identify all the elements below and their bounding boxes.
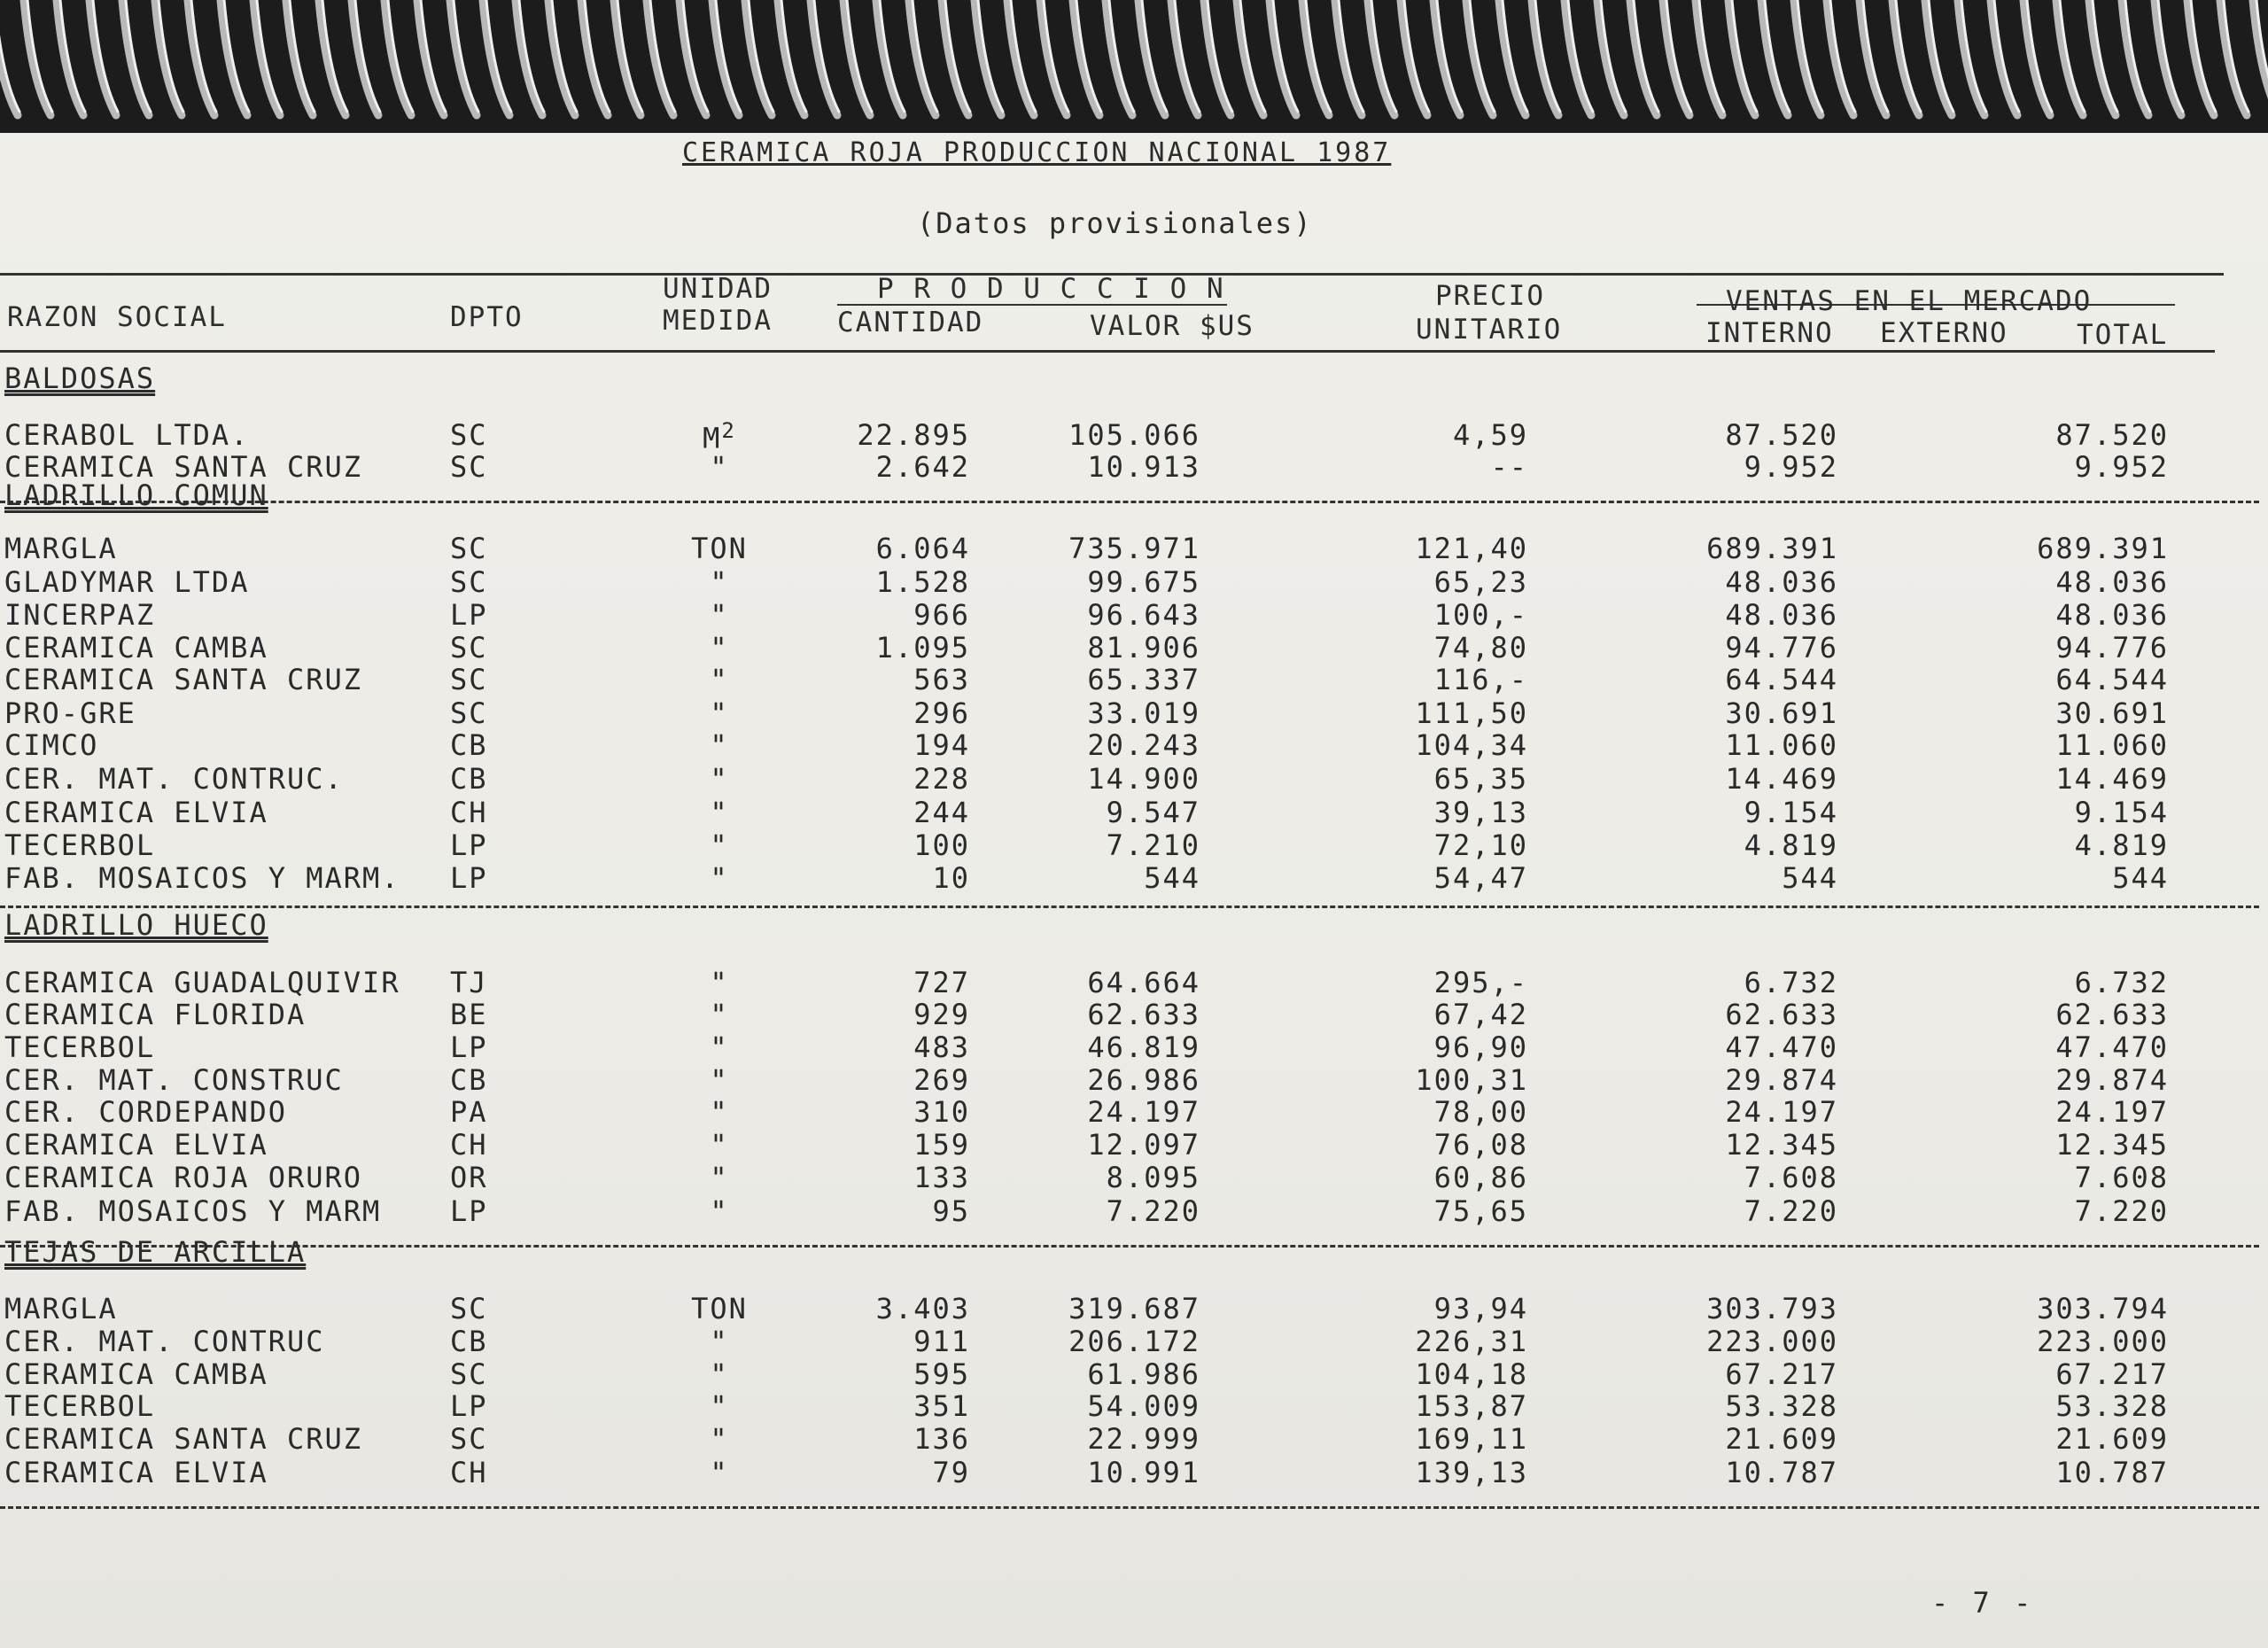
cell-name: CERAMICA CAMBA: [4, 1357, 268, 1391]
cell-interno: 7.608: [1744, 1161, 1838, 1194]
cell-value: 20.243: [1087, 728, 1200, 762]
cell-interno: 689.391: [1706, 532, 1838, 565]
unit-superscript: 2: [721, 418, 736, 443]
cell-unit: ": [710, 828, 729, 862]
cell-qty: 6.064: [875, 532, 970, 565]
cell-value: 7.220: [1106, 1194, 1200, 1228]
cell-qty: 3.403: [875, 1292, 970, 1325]
cell-name: FAB. MOSAICOS Y MARM.: [4, 861, 400, 895]
cell-unit: ": [710, 1456, 729, 1489]
cell-value: 62.633: [1087, 998, 1200, 1031]
section-separator: [0, 1245, 2259, 1248]
cell-total: 30.691: [2055, 696, 2169, 730]
cell-dpto: LP: [450, 1194, 488, 1228]
cell-price: 111,50: [1415, 696, 1528, 730]
section-separator: [0, 906, 2259, 908]
cell-interno: 29.874: [1725, 1063, 1838, 1097]
cell-dpto: LP: [450, 1030, 488, 1064]
cell-qty: 966: [913, 598, 970, 632]
cell-name: TECERBOL: [4, 1030, 156, 1064]
cell-price: 139,13: [1415, 1456, 1528, 1489]
cell-value: 544: [1144, 861, 1200, 895]
cell-name: FAB. MOSAICOS Y MARM: [4, 1194, 382, 1228]
cell-dpto: SC: [450, 450, 488, 484]
cell-price: 96,90: [1433, 1030, 1528, 1064]
cell-interno: 10.787: [1725, 1456, 1838, 1489]
cell-qty: 95: [932, 1194, 970, 1228]
cell-name: TECERBOL: [4, 828, 156, 862]
cell-unit: ": [710, 1128, 729, 1162]
cell-name: CERAMICA SANTA CRUZ: [4, 1422, 363, 1456]
cell-interno: 12.345: [1725, 1128, 1838, 1162]
section-separator: [0, 501, 2259, 503]
cell-qty: 244: [913, 796, 970, 829]
cell-interno: 53.328: [1725, 1389, 1838, 1423]
cell-interno: 94.776: [1725, 631, 1838, 665]
cell-name: CER. MAT. CONTRUC.: [4, 762, 344, 796]
cell-value: 319.687: [1068, 1292, 1200, 1325]
header-dpto: DPTO: [450, 301, 524, 333]
cell-value: 46.819: [1087, 1030, 1200, 1064]
cell-unit: ": [710, 762, 729, 796]
cell-unit: ": [710, 450, 729, 484]
cell-interno: 9.154: [1744, 796, 1838, 829]
cell-price: 39,13: [1433, 796, 1528, 829]
cell-price: 74,80: [1433, 631, 1528, 665]
cell-interno: 67.217: [1725, 1357, 1838, 1391]
cell-value: 105.066: [1068, 418, 1200, 452]
cell-qty: 22.895: [857, 418, 970, 452]
cell-total: 303.794: [2037, 1292, 2169, 1325]
header-medida: MEDIDA: [663, 305, 773, 337]
cell-name: PRO-GRE: [4, 696, 136, 730]
header-unidad: UNIDAD: [663, 273, 773, 305]
cell-total: 29.874: [2055, 1063, 2169, 1097]
cell-unit: ": [710, 1194, 729, 1228]
cell-value: 65.337: [1087, 663, 1200, 696]
cell-dpto: CH: [450, 1128, 488, 1162]
cell-total: 48.036: [2055, 598, 2169, 632]
cell-unit: ": [710, 1030, 729, 1064]
cell-name: CERAMICA ELVIA: [4, 796, 268, 829]
cell-value: 735.971: [1068, 532, 1200, 565]
cell-name: CERAMICA CAMBA: [4, 631, 268, 665]
cell-dpto: SC: [450, 1422, 488, 1456]
cell-unit: ": [710, 1063, 729, 1097]
cell-qty: 595: [913, 1357, 970, 1391]
cell-value: 24.197: [1087, 1095, 1200, 1129]
cell-unit: ": [710, 1422, 729, 1456]
cell-price: 78,00: [1433, 1095, 1528, 1129]
cell-unit: ": [710, 998, 729, 1031]
cell-interno: 24.197: [1725, 1095, 1838, 1129]
section-separator: [0, 1506, 2259, 1509]
cell-name: MARGLA: [4, 532, 118, 565]
cell-total: 62.633: [2055, 998, 2169, 1031]
cell-price: 75,65: [1433, 1194, 1528, 1228]
cell-value: 64.664: [1087, 966, 1200, 999]
cell-interno: 223.000: [1706, 1325, 1838, 1358]
cell-value: 61.986: [1087, 1357, 1200, 1391]
cell-dpto: CB: [450, 1063, 488, 1097]
cell-interno: 6.732: [1744, 966, 1838, 999]
cell-qty: 194: [913, 728, 970, 762]
cell-total: 9.952: [2074, 450, 2169, 484]
cell-qty: 136: [913, 1422, 970, 1456]
cell-unit: ": [710, 696, 729, 730]
cell-interno: 47.470: [1725, 1030, 1838, 1064]
cell-qty: 483: [913, 1030, 970, 1064]
cell-total: 12.345: [2055, 1128, 2169, 1162]
cell-qty: 159: [913, 1128, 970, 1162]
cell-interno: 4.819: [1744, 828, 1838, 862]
cell-qty: 929: [913, 998, 970, 1031]
cell-name: GLADYMAR LTDA: [4, 565, 250, 599]
cell-total: 10.787: [2055, 1456, 2169, 1489]
cell-interno: 21.609: [1725, 1422, 1838, 1456]
document-subtitle: (Datos provisionales): [917, 206, 1313, 240]
cell-price: 76,08: [1433, 1128, 1528, 1162]
cell-dpto: CH: [450, 796, 488, 829]
cell-total: 87.520: [2055, 418, 2169, 452]
cell-price: 72,10: [1433, 828, 1528, 862]
cell-price: 60,86: [1433, 1161, 1528, 1194]
cell-unit: ": [710, 796, 729, 829]
section-title: LADRILLO HUECO: [4, 908, 268, 942]
cell-total: 9.154: [2074, 796, 2169, 829]
cell-unit: ": [710, 1389, 729, 1423]
cell-qty: 1.095: [875, 631, 970, 665]
cell-name: MARGLA: [4, 1292, 118, 1325]
cell-unit: ": [710, 1325, 729, 1358]
document-title: CERAMICA ROJA PRODUCCION NACIONAL 1987: [682, 137, 1392, 168]
cell-value: 96.643: [1087, 598, 1200, 632]
cell-value: 14.900: [1087, 762, 1200, 796]
cell-unit: ": [710, 631, 729, 665]
cell-price: 226,31: [1415, 1325, 1528, 1358]
cell-dpto: LP: [450, 1389, 488, 1423]
cell-dpto: SC: [450, 696, 488, 730]
cell-name: CER. MAT. CONSTRUC: [4, 1063, 344, 1097]
cell-total: 48.036: [2055, 565, 2169, 599]
cell-total: 11.060: [2055, 728, 2169, 762]
cell-dpto: SC: [450, 418, 488, 452]
cell-qty: 1.528: [875, 565, 970, 599]
cell-dpto: TJ: [450, 966, 488, 999]
cell-total: 7.608: [2074, 1161, 2169, 1194]
cell-total: 544: [2112, 861, 2169, 895]
cell-price: 116,-: [1433, 663, 1528, 696]
cell-total: 24.197: [2055, 1095, 2169, 1129]
cell-qty: 269: [913, 1063, 970, 1097]
cell-name: CERAMICA FLORIDA: [4, 998, 307, 1031]
header-externo: EXTERNO: [1880, 317, 2008, 349]
cell-interno: 48.036: [1725, 565, 1838, 599]
cell-qty: 911: [913, 1325, 970, 1358]
cell-price: 100,-: [1433, 598, 1528, 632]
cell-dpto: SC: [450, 565, 488, 599]
cell-total: 7.220: [2074, 1194, 2169, 1228]
cell-value: 10.913: [1087, 450, 1200, 484]
cell-dpto: SC: [450, 1292, 488, 1325]
cell-qty: 133: [913, 1161, 970, 1194]
cell-value: 9.547: [1106, 796, 1200, 829]
cell-interno: 64.544: [1725, 663, 1838, 696]
cell-name: CER. MAT. CONTRUC: [4, 1325, 325, 1358]
cell-name: CERAMICA ELVIA: [4, 1128, 268, 1162]
section-title: LADRILLO COMUN: [4, 478, 268, 512]
spiral-coils-graphic: [0, 0, 2268, 133]
cell-total: 6.732: [2074, 966, 2169, 999]
header-valor: VALOR $US: [1090, 310, 1254, 342]
header-interno: INTERNO: [1705, 317, 1834, 349]
cell-unit: ": [710, 966, 729, 999]
cell-name: CERAMICA ROJA ORURO: [4, 1161, 363, 1194]
cell-total: 21.609: [2055, 1422, 2169, 1456]
cell-total: 64.544: [2055, 663, 2169, 696]
cell-price: 67,42: [1433, 998, 1528, 1031]
cell-unit: ": [710, 728, 729, 762]
cell-value: 26.986: [1087, 1063, 1200, 1097]
cell-price: 65,35: [1433, 762, 1528, 796]
cell-total: 4.819: [2074, 828, 2169, 862]
cell-value: 206.172: [1068, 1325, 1200, 1358]
cell-dpto: OR: [450, 1161, 488, 1194]
cell-interno: 48.036: [1725, 598, 1838, 632]
section-title: BALDOSAS: [4, 361, 156, 395]
cell-value: 33.019: [1087, 696, 1200, 730]
cell-interno: 62.633: [1725, 998, 1838, 1031]
cell-qty: 296: [913, 696, 970, 730]
cell-interno: 11.060: [1725, 728, 1838, 762]
cell-price: 65,23: [1433, 565, 1528, 599]
header-bottom-rule: [0, 350, 2215, 353]
cell-name: CERAMICA GUADALQUIVIR: [4, 966, 400, 999]
cell-price: --: [1490, 450, 1528, 484]
cell-value: 10.991: [1087, 1456, 1200, 1489]
cell-interno: 87.520: [1725, 418, 1838, 452]
cell-price: 100,31: [1415, 1063, 1528, 1097]
cell-price: 93,94: [1433, 1292, 1528, 1325]
cell-price: 295,-: [1433, 966, 1528, 999]
cell-qty: 2.642: [875, 450, 970, 484]
spiral-binding: [0, 0, 2268, 133]
cell-dpto: CB: [450, 762, 488, 796]
header-cantidad: CANTIDAD: [837, 307, 984, 338]
cell-total: 689.391: [2037, 532, 2169, 565]
header-precio: PRECIO: [1435, 280, 1545, 312]
cell-name: CERAMICA SANTA CRUZ: [4, 663, 363, 696]
cell-dpto: CH: [450, 1456, 488, 1489]
cell-interno: 303.793: [1706, 1292, 1838, 1325]
cell-name: CERAMICA ELVIA: [4, 1456, 268, 1489]
cell-value: 12.097: [1087, 1128, 1200, 1162]
cell-unit: ": [710, 1161, 729, 1194]
header-razon-social: RAZON SOCIAL: [7, 301, 227, 333]
cell-interno: 544: [1782, 861, 1838, 895]
cell-price: 54,47: [1433, 861, 1528, 895]
cell-price: 169,11: [1415, 1422, 1528, 1456]
cell-qty: 100: [913, 828, 970, 862]
cell-name: INCERPAZ: [4, 598, 156, 632]
cell-interno: 9.952: [1744, 450, 1838, 484]
cell-dpto: CB: [450, 728, 488, 762]
cell-dpto: LP: [450, 861, 488, 895]
header-unitario: UNITARIO: [1416, 314, 1563, 346]
cell-unit: ": [710, 565, 729, 599]
cell-value: 54.009: [1087, 1389, 1200, 1423]
cell-total: 53.328: [2055, 1389, 2169, 1423]
cell-value: 81.906: [1087, 631, 1200, 665]
cell-total: 223.000: [2037, 1325, 2169, 1358]
page-number: - 7 -: [1931, 1586, 2035, 1620]
cell-total: 94.776: [2055, 631, 2169, 665]
cell-value: 8.095: [1106, 1161, 1200, 1194]
cell-name: CER. CORDEPANDO: [4, 1095, 287, 1129]
header-total: TOTAL: [2077, 319, 2169, 351]
cell-price: 153,87: [1415, 1389, 1528, 1423]
cell-total: 67.217: [2055, 1357, 2169, 1391]
cell-unit: ": [710, 861, 729, 895]
cell-unit: ": [710, 1357, 729, 1391]
cell-qty: 228: [913, 762, 970, 796]
cell-dpto: SC: [450, 631, 488, 665]
cell-dpto: LP: [450, 828, 488, 862]
cell-dpto: LP: [450, 598, 488, 632]
cell-dpto: PA: [450, 1095, 488, 1129]
cell-unit: ": [710, 1095, 729, 1129]
section-title: TEJAS DE ARCILLA: [4, 1235, 307, 1269]
cell-qty: 563: [913, 663, 970, 696]
cell-name: CERAMICA SANTA CRUZ: [4, 450, 363, 484]
cell-dpto: SC: [450, 532, 488, 565]
cell-price: 121,40: [1415, 532, 1528, 565]
cell-name: TECERBOL: [4, 1389, 156, 1423]
cell-price: 104,18: [1415, 1357, 1528, 1391]
cell-value: 7.210: [1106, 828, 1200, 862]
cell-interno: 14.469: [1725, 762, 1838, 796]
cell-name: CIMCO: [4, 728, 99, 762]
header-produccion: P R O D U C C I O N: [877, 273, 1225, 305]
cell-value: 22.999: [1087, 1422, 1200, 1456]
header-ventas: VENTAS EN EL MERCADO: [1726, 285, 2093, 317]
cell-price: 104,34: [1415, 728, 1528, 762]
cell-interno: 7.220: [1744, 1194, 1838, 1228]
cell-total: 14.469: [2055, 762, 2169, 796]
cell-qty: 310: [913, 1095, 970, 1129]
cell-qty: 351: [913, 1389, 970, 1423]
cell-total: 47.470: [2055, 1030, 2169, 1064]
cell-qty: 727: [913, 966, 970, 999]
cell-price: 4,59: [1452, 418, 1528, 452]
cell-dpto: CB: [450, 1325, 488, 1358]
cell-dpto: SC: [450, 1357, 488, 1391]
cell-name: CERABOL LTDA.: [4, 418, 250, 452]
cell-unit: ": [710, 663, 729, 696]
cell-interno: 30.691: [1725, 696, 1838, 730]
cell-dpto: SC: [450, 663, 488, 696]
unit-m: M: [703, 421, 722, 455]
cell-dpto: BE: [450, 998, 488, 1031]
cell-unit: TON: [691, 1292, 748, 1325]
cell-unit: ": [710, 598, 729, 632]
cell-value: 99.675: [1087, 565, 1200, 599]
cell-qty: 79: [932, 1456, 970, 1489]
cell-unit: TON: [691, 532, 748, 565]
cell-qty: 10: [932, 861, 970, 895]
